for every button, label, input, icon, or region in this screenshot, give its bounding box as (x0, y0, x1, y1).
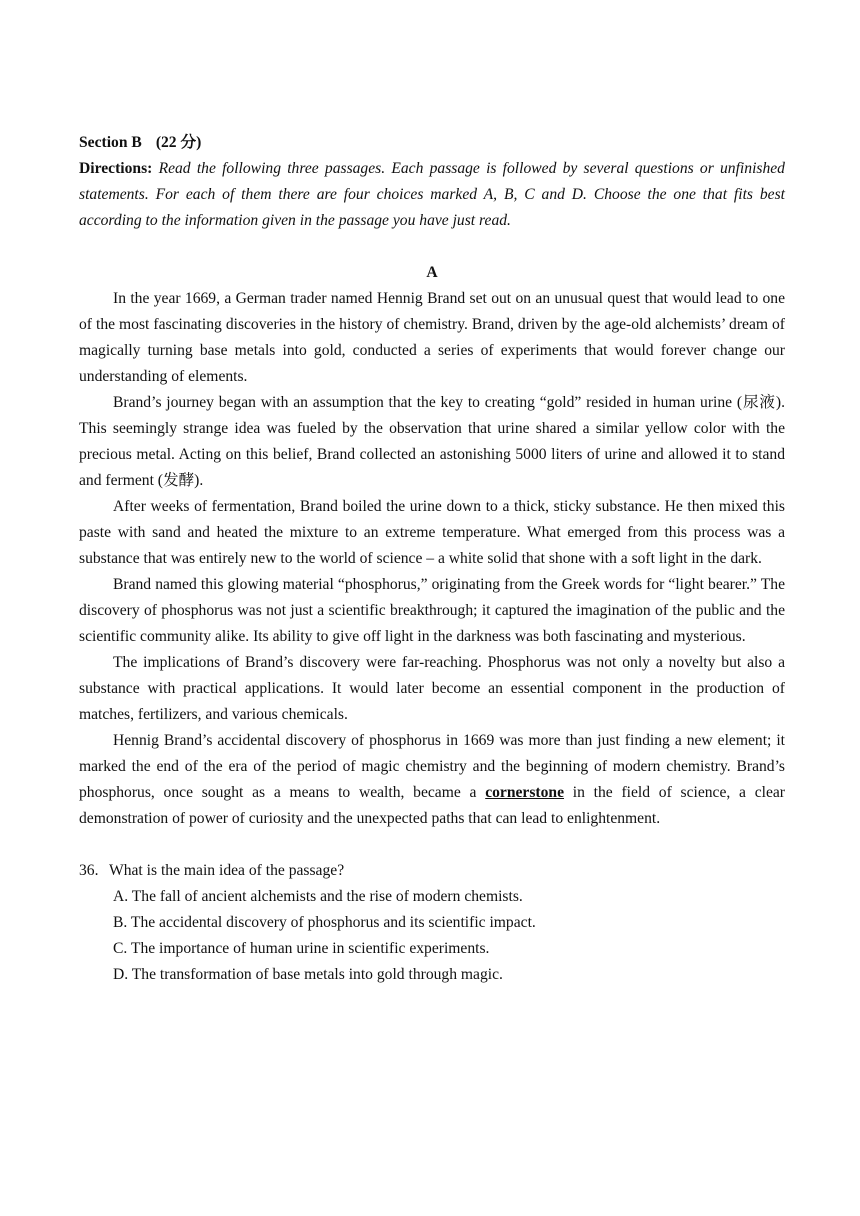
passage-paragraph: Brand’s journey began with an assumption that the key to creating “gold” resided in human urine (尿液). This seemingly strange idea was fueled by the observation that urine shared a similar yellow color with the precious metal. Acting on this belief, Brand collected an astonishing 5000 liters of urine and allowed it to stand and ferment (发酵). (79, 394, 785, 489)
directions-label: Directions: (79, 160, 153, 177)
question-stem-line (79, 858, 785, 884)
option-d: D. The transformation of base metals into gold through magic. (113, 966, 503, 983)
passage-paragraph: After weeks of fermentation, Brand boiled the urine down to a thick, sticky substance. He then mixed this paste with sand and heated the mixture to an extreme temperature. What emerged from this process was a substance that was entirely new to the world of science – a white solid that shone with a soft light in the dark. (79, 498, 785, 567)
passage-paragraph: In the year 1669, a German trader named Hennig Brand set out on an unusual quest that would lead to one of the most fascinating discoveries in the history of chemistry. Brand, driven by the age-old alchemists’ dream of magically turning base metals into gold, conducted a series of experiments that would forever change our understanding of elements. (79, 290, 785, 385)
option-c: C. The importance of human urine in scientific experiments. (113, 940, 490, 957)
keyword-cornerstone: cornerstone (485, 784, 565, 801)
section-points: (22 分) (155, 134, 202, 151)
question-stem: What is the main idea of the passage? (109, 862, 345, 879)
question-number: 36. (79, 862, 99, 879)
passage-paragraph: Brand named this glowing material “phosphorus,” originating from the Greek words for “light bearer.” The discovery of phosphorus was not just a scientific breakthrough; it captured the imagination of the public and the scientific community alike. Its ability to give off light in the darkness was both fascinating and mysterious. (79, 576, 785, 645)
paragraph-text: Hennig Brand’s accidental discovery of phosphorus in 1669 was more than just finding a new element; it marked the end of the era of the period of magic chemistry and the beginning of modern chemistry. Brand’s phosphorus, once sought as a means to wealth, became a (79, 732, 785, 801)
directions-text: Read the following three passages. Each passage is followed by several questions or unfinished statements. For each of them there are four choices marked A, B, C and D. Choose the one that fits best according to the information given in the passage you have just read. (79, 160, 785, 229)
section-title: Section B (79, 134, 142, 151)
section-heading (79, 130, 785, 156)
question-36 (79, 858, 785, 988)
passage-paragraph-last (79, 728, 785, 832)
option-a: A. The fall of ancient alchemists and the rise of modern chemists. (113, 888, 523, 905)
directions (79, 156, 785, 234)
paragraph-text: in the field of science, a clear demonstration of power of curiosity and the unexpected paths that can lead to enlightenment. (79, 784, 785, 827)
passage-paragraph: The implications of Brand’s discovery were far-reaching. Phosphorus was not only a novelty but also a substance with practical applications. It would later become an essential component in the production of matches, fertilizers, and various chemicals. (79, 654, 785, 723)
option-b: B. The accidental discovery of phosphorus and its scientific impact. (113, 914, 536, 931)
passage-title: A (426, 264, 438, 281)
exam-page (79, 130, 785, 988)
